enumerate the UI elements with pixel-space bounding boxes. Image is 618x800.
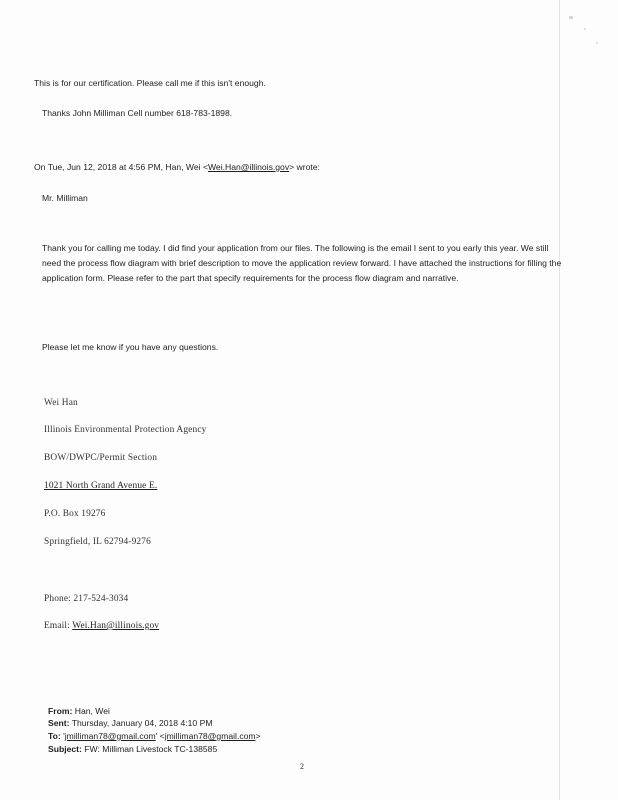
forwarded-from-label: From: [48,706,73,716]
scan-edge-line [559,0,560,800]
signature-section: BOW/DWPC/Permit Section [44,453,158,463]
signature-email-link[interactable]: Wei.Han@illinois.gov [72,621,160,631]
intro-line-certification: This is for our certification. Please call me if this isn't enough. [34,78,266,88]
forwarded-sent-label: Sent: [48,718,70,728]
signature-phone: Phone: 217-524-3034 [44,594,129,604]
forwarded-to: To: 'jmilliman78@gmail.com' <jmilliman78@gmail.com> [48,731,261,741]
forwarded-sent-value: Thursday, January 04, 2018 4:10 PM [71,718,213,728]
reply-header-email-link[interactable]: Wei.Han@illinois.gov [207,162,290,172]
salutation: Mr. Milliman [42,193,88,203]
forwarded-from-value: Han, Wei [74,706,110,716]
forwarded-subject [48,742,217,757]
body-paragraph-2: Please let me know if you have any questions. [42,342,219,352]
intro-line-thanks: Thanks John Milliman Cell number 618-783-1898. [42,108,233,118]
signature-agency: Illinois Environmental Protection Agency [44,425,207,435]
scan-speck [596,42,598,44]
forwarded-subject-value: FW: Milliman Livestock TC-138585 [84,744,218,754]
forwarded-to-label: To: [48,731,61,741]
signature-email-label: Email: [44,621,73,631]
scan-speck [569,16,573,19]
signature-po-box: P.O. Box 19276 [44,509,106,519]
signature-name: Wei Han [44,398,78,408]
signature-city: Springfield, IL 62794-9276 [44,537,151,547]
signature-address-link[interactable]: 1021 North Grand Avenue E. [44,481,158,491]
forwarded-subject-label: Subject: [48,744,82,754]
reply-header-suffix: > wrote: [289,162,320,172]
scan-speck [584,28,586,30]
signature-email-line [44,619,159,634]
forwarded-to-email-link-2[interactable]: jmilliman78@gmail.com [164,731,256,741]
reply-header [34,160,320,175]
reply-header-prefix: On Tue, Jun 12, 2018 at 4:56 PM, Han, Wei < [34,162,208,172]
forwarded-to-email-link-1[interactable]: jmilliman78@gmail.com [64,731,156,741]
page-number: 2 [300,762,304,771]
body-paragraph-1: Thank you for calling me today. I did find your application from our files. The following is the email I sent to you early this year. We still need the process flow diagram with brief description to move the application review forward. I have attached the instructions for filling the application form. Please refer to the part that specify requirements for the process flow diagram and narrative. [42,243,562,283]
